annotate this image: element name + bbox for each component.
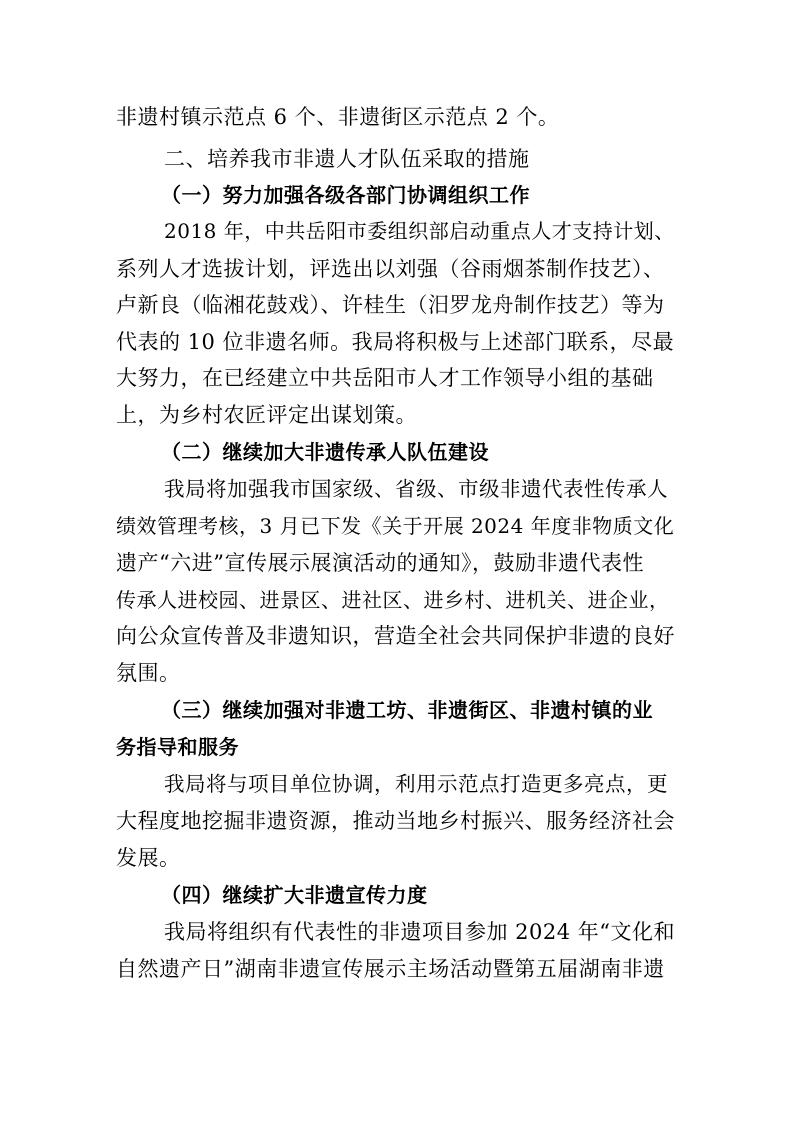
body-line: 氛围。: [116, 661, 181, 685]
body-line: 遗产“六进”宣传展示展演活动的通知》，鼓励非遗代表性: [116, 551, 644, 575]
section-heading: 二、培养我市非遗人才队伍采取的措施: [164, 147, 530, 171]
subsection-heading: （一）努力加强各级各部门协调组织工作: [161, 183, 530, 207]
body-line: 传承人进校园、进景区、进社区、进乡村、进机关、进企业，: [116, 588, 670, 612]
body-line: 上，为乡村农匠评定出谋划策。: [116, 403, 417, 427]
body-line: 非遗村镇示范点 6 个、非遗街区示范点 2 个。: [116, 105, 560, 129]
body-line: 卢新良（临湘花鼓戏）、许桂生（汨罗龙舟制作技艺）等为: [116, 293, 665, 317]
subsection-heading-continued: 务指导和服务: [116, 735, 239, 759]
subsection-heading: （三）继续加强对非遗工坊、非遗街区、非遗村镇的业: [161, 698, 653, 722]
body-line: 系列人才选拔计划，评选出以刘强（谷雨烟茶制作技艺）、: [116, 257, 665, 281]
body-line: 我局将组织有代表性的非遗项目参加 2024 年“文化和: [164, 920, 676, 944]
body-line: 绩效管理考核，3 月已下发《关于开展 2024 年度非物质文化: [116, 514, 675, 538]
body-line: 大努力，在已经建立中共岳阳市人才工作领导小组的基础: [116, 366, 654, 390]
subsection-heading: （二）继续加大非遗传承人队伍建设: [161, 440, 489, 464]
body-line: 大程度地挖掘非遗资源，推动当地乡村振兴、服务经济社会: [116, 809, 675, 833]
body-line: 自然遗产日”湖南非遗宣传展示主场活动暨第五届湖南非遗: [116, 957, 665, 981]
body-line: 2018 年，中共岳阳市委组织部启动重点人才支持计划、: [164, 219, 675, 243]
body-line: 我局将与项目单位协调，利用示范点打造更多亮点，更: [164, 772, 668, 796]
body-line: 代表的 10 位非遗名师。我局将积极与上述部门联系，尽最: [116, 330, 675, 354]
subsection-heading: （四）继续扩大非遗宣传力度: [161, 883, 428, 907]
body-line: 向公众宣传普及非遗知识，营造全社会共同保护非遗的良好: [116, 624, 675, 648]
body-line: 我局将加强我市国家级、省级、市级非遗代表性传承人: [164, 477, 668, 501]
body-line: 发展。: [116, 846, 181, 870]
